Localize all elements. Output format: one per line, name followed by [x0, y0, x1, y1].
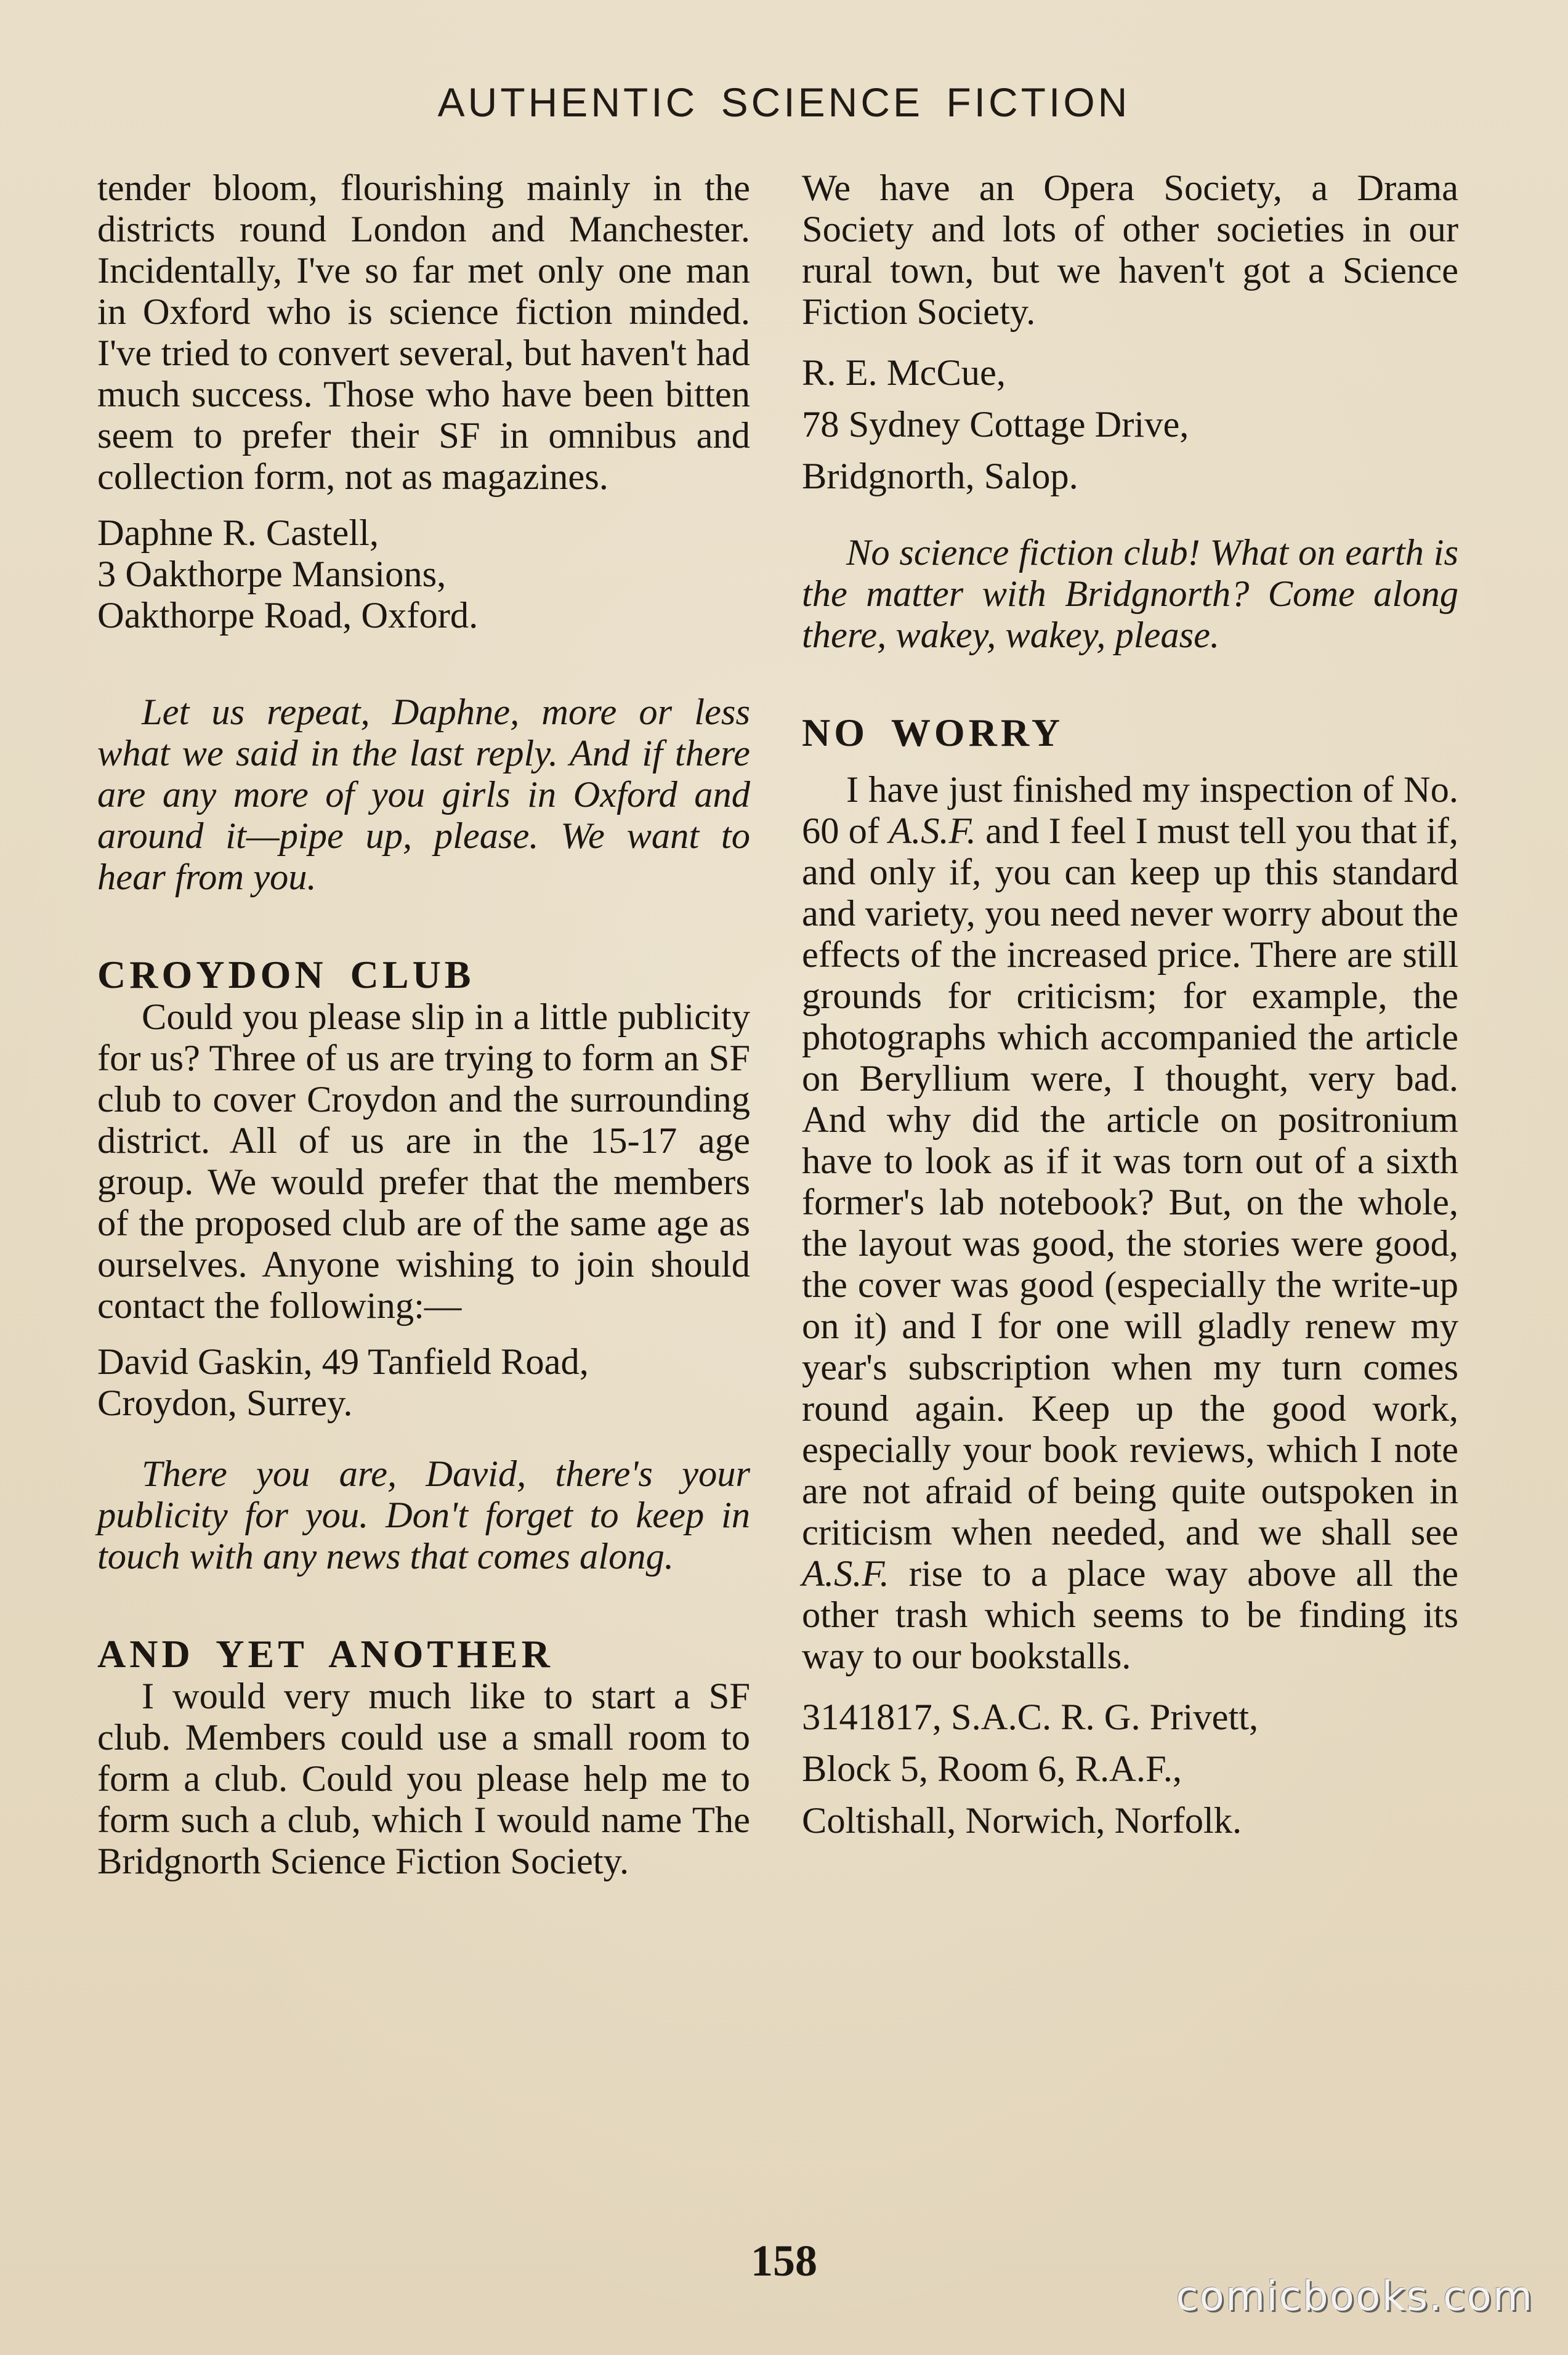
letter-body	[802, 769, 1458, 1677]
right-column	[802, 168, 1458, 1847]
letter-signature: Daphne R. Castell, 3 Oakthorpe Mansions, Oakthorpe Road, Oxford.	[97, 512, 479, 636]
running-head: AUTHENTIC SCIENCE FICTION	[437, 79, 1131, 125]
magazine-abbreviation: A.S.F.	[889, 810, 976, 852]
section-heading: AND YET ANOTHER	[97, 1632, 554, 1676]
letter-text: rise to a place way above all the other trash which seems to be finding its way to our bookstalls.	[802, 1553, 1458, 1677]
watermark-logo: comicbooks.com	[1176, 2272, 1534, 2320]
letter-text: I have just finished my inspection of No. 60 of	[802, 769, 1458, 852]
editor-reply: No science fiction club! What on earth is the matter with Bridgnorth? Come along there, wakey, wakey, please.	[802, 532, 1458, 656]
letter-signature: 3141817, S.A.C. R. G. Privett, Block 5, Room 6, R.A.F., Coltishall, Norwich, Norfolk.	[802, 1697, 1259, 1841]
editor-reply: There you are, David, there's your publicity for you. Don't forget to keep in touch with any news that comes along.	[97, 1453, 750, 1577]
section-heading: CROYDON CLUB	[97, 953, 475, 996]
left-column	[97, 168, 750, 1882]
letter-signature: David Gaskin, 49 Tanfield Road, Croydon, Surrey.	[97, 1341, 589, 1424]
letter-body: We have an Opera Society, a Drama Society and lots of other societies in our rural town, but we haven't got a Science Fiction Society.	[802, 168, 1458, 333]
page-number: 158	[751, 2236, 817, 2285]
editor-reply: Let us repeat, Daphne, more or less what we said in the last reply. And if there are any more of you girls in Oxford and around it—pipe up, please. We want to hear from you.	[97, 692, 750, 898]
letter-text: and I feel I must tell you that if, and only if, you can keep up this standard and variety, you need never worry about the effects of the increased price. There are still grounds for criticism; for example, the photographs which accompanied the article on Beryllium were, I thought, very bad. And why did the article on positronium have to look as if it was torn out of a sixth former's lab notebook? But, on the whole, the layout was good, the stories were good, the cover was good (especially the write-up on it) and I for one will gladly renew my year's subscription when my turn comes round again. Keep up the good work, especially your book reviews, which I note are not afraid of being quite outspoken in criticism when needed, and we shall see	[802, 810, 1458, 1553]
letter-body: tender bloom, flourishing mainly in the districts round London and Manchester. Incidentally, I've so far met only one man in Oxford who is science fiction minded. I've tried to convert several, but haven't had much success. Those who have been bitten seem to prefer their SF in omnibus and collection form, not as magazines.	[97, 168, 750, 498]
letter-signature: R. E. McCue, 78 Sydney Cottage Drive, Bridgnorth, Salop.	[802, 352, 1189, 497]
letter-body: I would very much like to start a SF club. Members could use a small room to form a club. Could you please help me to form such a club, which I would name The Bridgnorth Science Fiction Society.	[97, 1676, 750, 1882]
section-heading: NO WORRY	[802, 711, 1064, 754]
magazine-abbreviation: A.S.F.	[802, 1553, 889, 1594]
letter-body: Could you please slip in a little publicity for us? Three of us are trying to form an SF club to cover Croydon and the surrounding district. All of us are in the 15-17 age group. We would prefer that the members of the proposed club are of the same age as ourselves. Anyone wishing to join should contact the following:—	[97, 996, 750, 1327]
